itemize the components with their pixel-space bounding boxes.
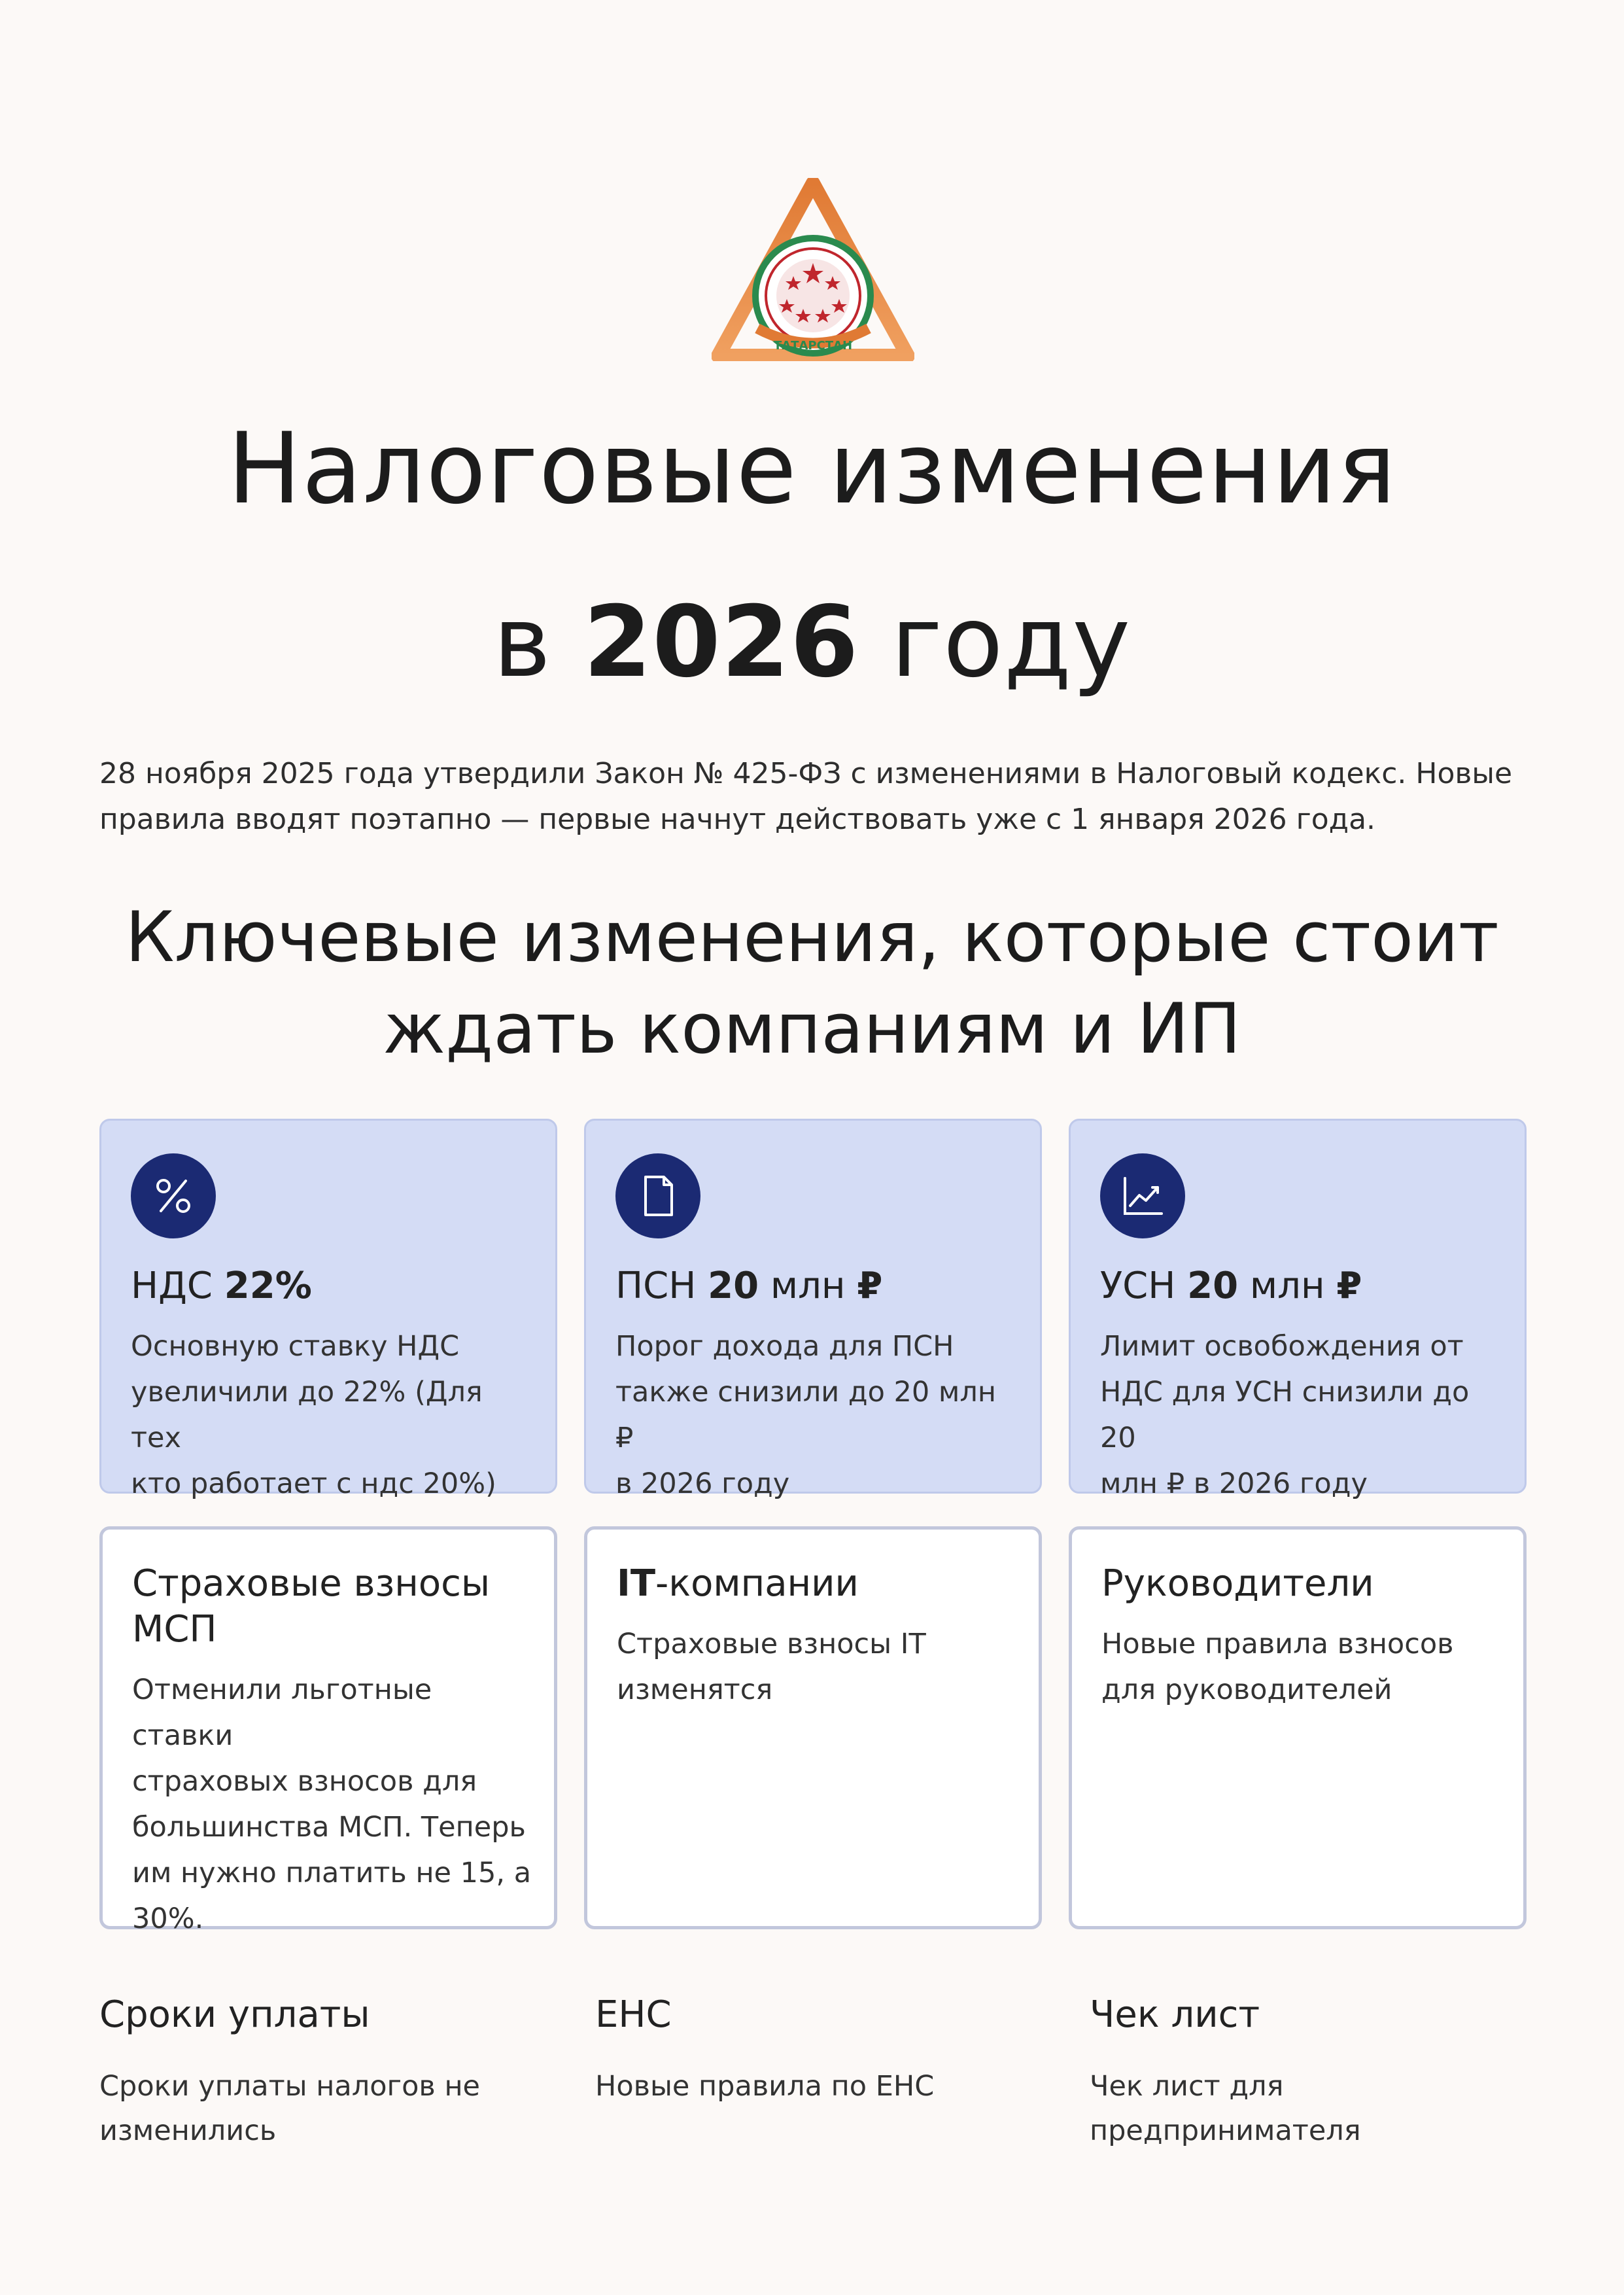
card-it-companies-title: IT-компании xyxy=(617,1562,859,1605)
card-vat-title: НДС 22% xyxy=(131,1265,312,1307)
bottom-checklist-title: Чек лист xyxy=(1090,1993,1260,2036)
bottom-payment-deadlines-title: Сроки уплаты xyxy=(99,1993,370,2036)
logo-emblem xyxy=(712,178,914,361)
card-managers-text: Новые правила взносов для руководителей xyxy=(1101,1628,1454,1706)
card-usn xyxy=(1069,1119,1527,1500)
card-vat-text: Основную ставку НДС увеличили до 22% (Для тех кто работает с ндс 20%) xyxy=(131,1330,496,1500)
chart-icon xyxy=(1100,1153,1185,1238)
card-psn xyxy=(584,1119,1042,1500)
card-it-companies xyxy=(584,1526,1042,1929)
card-managers xyxy=(1069,1526,1527,1929)
page-title-line2: в 2026 году xyxy=(492,586,1132,699)
card-vat xyxy=(99,1119,557,1500)
card-insurance-msp-title: Страховые взносы МСП xyxy=(132,1562,491,1651)
page-title-line1: Налоговые изменения xyxy=(227,412,1397,526)
card-insurance-msp xyxy=(99,1526,557,1935)
card-it-companies-text: Страховые взносы IT изменятся xyxy=(617,1628,926,1706)
card-insurance-msp-text: Отменили льготные ставки страховых взносов для большинства МСП. Теперь им нужно платить не 15, а 30%. xyxy=(132,1673,532,1935)
card-usn-text: Лимит освобождения от НДС для УСН снизили до 20 млн ₽ в 2026 году xyxy=(1100,1330,1470,1500)
bottom-ens-text: Новые правила по ЕНС xyxy=(595,2070,935,2103)
section-heading-line2: ждать компаниям и ИП xyxy=(383,989,1241,1069)
card-psn-title: ПСН 20 млн ₽ xyxy=(615,1265,883,1307)
bottom-ens-title: ЕНС xyxy=(595,1993,672,2036)
card-usn-title: УСН 20 млн ₽ xyxy=(1100,1265,1362,1307)
percent-icon xyxy=(131,1153,216,1238)
document-icon xyxy=(615,1153,700,1238)
card-psn-text: Порог дохода для ПСН также снизили до 20 млн ₽ в 2026 году xyxy=(615,1330,996,1500)
svg-text:ТАТАРСТАН: ТАТАРСТАН xyxy=(773,339,853,353)
card-managers-title: Руководители xyxy=(1101,1562,1374,1605)
bottom-payment-deadlines-text: Сроки уплаты налогов не изменились xyxy=(99,2070,481,2147)
bottom-checklist-text: Чек лист для предпринимателя xyxy=(1090,2070,1361,2147)
intro-paragraph: 28 ноября 2025 года утвердили Закон № 425-ФЗ с изменениями в Налоговый кодекс. Новые правила вводят поэтапно — первые начнут действовать уже с 1 января 2026 года. xyxy=(99,757,1513,836)
section-heading-line1: Ключевые изменения, которые стоит xyxy=(125,897,1499,977)
